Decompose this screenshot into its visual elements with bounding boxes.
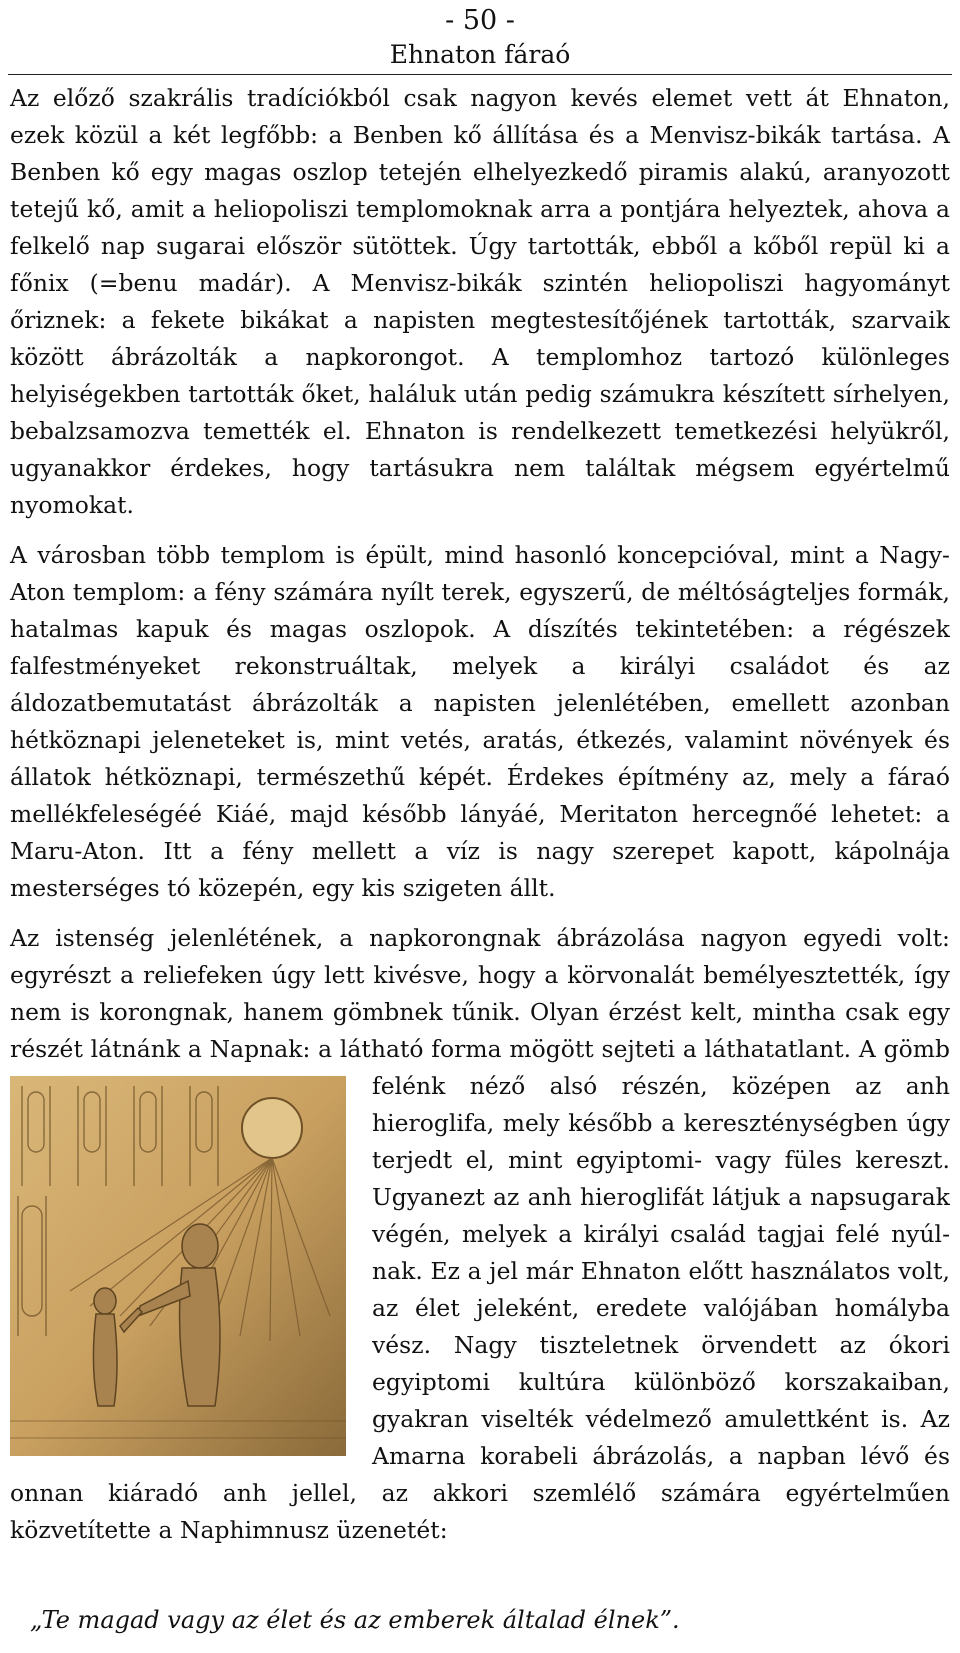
page-number: - 50 - xyxy=(445,5,515,36)
body-text xyxy=(10,80,950,1562)
paragraph-3-part-2: sejteti a láthatatlant. A gömb felénk néző alsó részén, középen az anh hieroglifa, mely később a kereszténységben úgy terjedt el, mint egyiptomi- vagy füles kereszt. Ugyanezt az anh hieroglifát látjuk a napsugarak végén, melyek a királyi család tagjai felé nyúlnak. Ez a jel már Ehnaton előtt használatos volt, az élet jeleként, eredete valójában homályba vész. Nagy tiszteletnek örvendett az ókori egyiptomi kultúra különböző korszakaiban, gyakran viselték védelmező amulettként is. Az Amarna korabeli ábrázolás, a napban lévő és onnan kiáradó anh jellel, az akkori szemlélő számára egyértelműen közvetítette a Naphimnusz üzenetét: xyxy=(10,1035,950,1544)
paragraph-1: Az előző szakrális tradíciókból csak nagyon kevés elemet vett át Ehnaton, ezek közül a két legfőbb: a Benben kő állítása és a Menvisz-bikák tartása. A Benben kő egy magas oszlop tetején elhelyezkedő piramis alakú, aranyozott tetejű kő, amit a heliopoliszi templomoknak arra a pontjára helyeztek, ahova a felkelő nap sugarai először sütöttek. Úgy tartották, ebből a kőből repül ki a főnix (=benu madár). A Menvisz-bikák szintén heliopoliszi hagyományt őriznek: a fekete bikákat a napisten megtestesítőjének tartották, szarvaik között ábrázolták a napkorongot. A templomhoz tartozó különleges helyiségekben tartották őket, haláluk után pedig számukra készített sírhelyen, bebalzsamozva temették el. Ehnaton is rendelkezett temetkezési helyükről, ugyanakkor érdekes, hogy tartásukra nem találtak mégsem egyértelmű nyomokat. xyxy=(10,84,950,519)
paragraph-2: A városban több templom is épült, mind hasonló koncepcióval, mint a Nagy-Aton templom: a fény számára nyílt terek, egyszerű, de méltóságteljes formák, hatalmas kapuk és magas oszlopok. A díszítés tekintetében: a régészek falfestményeket rekonstruáltak, melyek a királyi családot és az áldozatbemutatást ábrázolták a napisten jelenlétében, emellett azonban hétköznapi jeleneteket is, mint vetés, aratás, étkezés, valamint növények és állatok hétköznapi, természethű képét. Érdekes építmény az, mely a fáraó mellékfeleségéé Kiáé, majd később lányáé, Meritaton hercegnőé lehetet: a Maru-Aton. Itt a fény mellett a víz is nagy szerepet kapott, kápolnája mesterséges tó közepén, egy kis szigeten állt. xyxy=(10,541,950,902)
paragraph-3 xyxy=(10,920,950,1549)
running-title: Ehnaton fáraó xyxy=(389,40,571,69)
header-rule xyxy=(8,74,952,75)
paragraph-3-block xyxy=(10,920,950,1549)
page-header xyxy=(0,0,960,72)
paragraph-3-part-1: Az istenség jelenlétének, a napkorongnak ábrázolása nagyon egyedi volt: egyrészt a reliefeken úgy lett kivésve, hogy a körvonalát bemélyesztették, így nem is korongnak, hanem gömbnek tűnik. Olyan érzést kelt, mintha csak egy részét látnánk a Napnak: a látható forma mögött xyxy=(10,924,950,1063)
naphimnusz-quote: „Te magad vagy az élet és az emberek általad élnek”. xyxy=(30,1606,680,1634)
aton-relief-image xyxy=(10,1076,346,1456)
